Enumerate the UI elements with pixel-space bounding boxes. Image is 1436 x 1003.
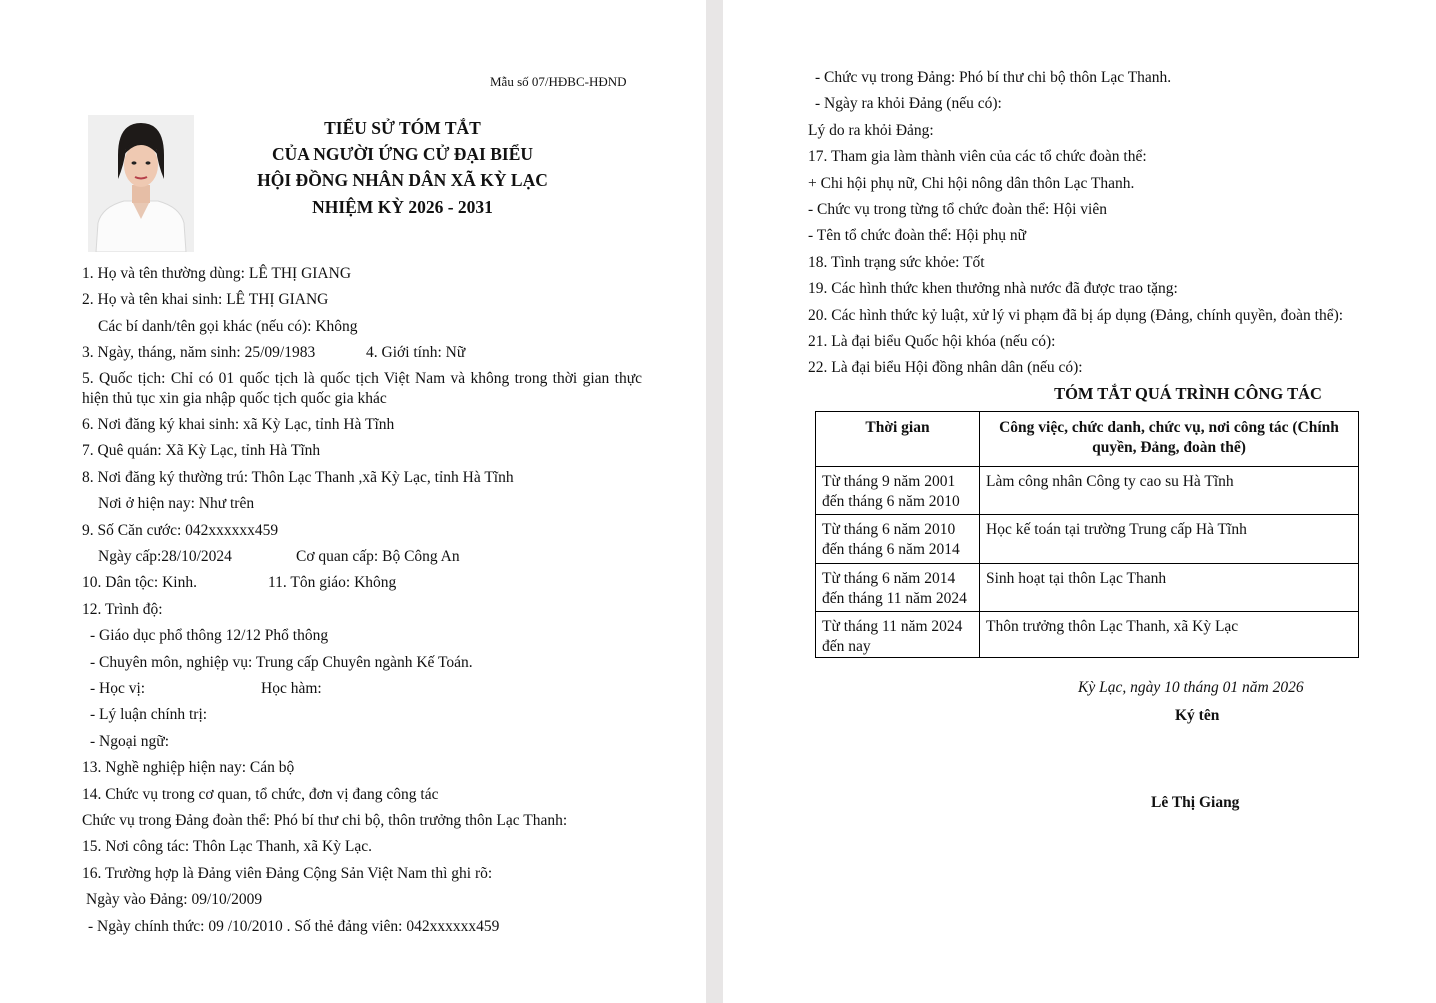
- cell-work: Sinh hoạt tại thôn Lạc Thanh: [980, 564, 1359, 612]
- political-theory: - Lý luận chính trị:: [90, 706, 208, 723]
- document-title-line-2: CỦA NGƯỜI ỨNG CỬ ĐẠI BIỂU: [271, 144, 534, 164]
- signature-label: Ký tên: [1175, 707, 1220, 724]
- disciplinary-actions: 20. Các hình thức kỷ luật, xử lý vi phạm đã bị áp dụng (Đảng, chính quyền, đoàn thể):: [808, 307, 1344, 324]
- document-title-line-4: NHIỆM KỲ 2026 - 2031: [312, 197, 493, 217]
- work-history-table: [815, 411, 1359, 658]
- education-heading: 12. Trình độ:: [82, 601, 163, 618]
- date-of-birth: 3. Ngày, tháng, năm sinh: 25/09/1983: [82, 344, 316, 361]
- document-page-left: [0, 0, 706, 1003]
- document-title-line-3: HỘI ĐỒNG NHÂN DÂN XÃ KỲ LẠC: [257, 170, 548, 190]
- cell-work: Thôn trưởng thôn Lạc Thanh, xã Kỳ Lạc: [980, 612, 1359, 658]
- academic-title: Học hàm:: [261, 680, 322, 697]
- cell-time: Từ tháng 6 năm 2014 đến tháng 11 năm 2024: [816, 564, 980, 612]
- table-row: [816, 467, 1359, 515]
- organizations-list: + Chi hội phụ nữ, Chi hội nông dân thôn Lạc Thanh.: [808, 175, 1135, 192]
- header-work: Công việc, chức danh, chức vụ, nơi công tác (Chính quyền, Đảng, đoàn thể): [980, 412, 1359, 467]
- general-education: - Giáo dục phổ thông 12/12 Phổ thông: [90, 627, 329, 644]
- party-member-heading: 16. Trường hợp là Đảng viên Đảng Cộng Sản Việt Nam thì ghi rõ:: [82, 865, 493, 882]
- council-delegate: 22. Là đại biểu Hội đồng nhân dân (nếu có):: [808, 359, 1083, 376]
- aliases: Các bí danh/tên gọi khác (nếu có): Không: [98, 318, 358, 335]
- nationality: 5. Quốc tịch: Chỉ có 01 quốc tịch là quốc tịch Việt Nam và không trong thời gian thực hiện thủ tục xin gia nhập quốc tịch quốc gia khác: [82, 370, 642, 407]
- cell-work: Làm công nhân Công ty cao su Hà Tĩnh: [980, 467, 1359, 515]
- organization-position: - Chức vụ trong từng tổ chức đoàn thể: Hội viên: [808, 201, 1107, 218]
- organization-name: - Tên tổ chức đoàn thể: Hội phụ nữ: [808, 227, 1026, 244]
- signer-name: Lê Thị Giang: [1151, 794, 1240, 811]
- cell-work: Học kế toán tại trường Trung cấp Hà Tĩnh: [980, 515, 1359, 564]
- work-history-title: TÓM TẮT QUÁ TRÌNH CÔNG TÁC: [1054, 384, 1322, 403]
- health-status: 18. Tình trạng sức khỏe: Tốt: [808, 254, 985, 271]
- portrait-image: [88, 115, 194, 252]
- form-number: Mẫu số 07/HĐBC-HĐND: [490, 74, 627, 89]
- cell-time: Từ tháng 9 năm 2001 đến tháng 6 năm 2010: [816, 467, 980, 515]
- party-leave-reason: Lý do ra khỏi Đảng:: [808, 122, 934, 139]
- cell-time: Từ tháng 11 năm 2024 đến nay: [816, 612, 980, 658]
- organizations-heading: 17. Tham gia làm thành viên của các tổ chức đoàn thể:: [808, 148, 1147, 165]
- party-role: - Chức vụ trong Đảng: Phó bí thư chi bộ thôn Lạc Thanh.: [815, 69, 1172, 86]
- occupation: 13. Nghề nghiệp hiện nay: Cán bộ: [82, 759, 295, 776]
- table-row: [816, 564, 1359, 612]
- awards: 19. Các hình thức khen thưởng nhà nước đã được trao tặng:: [808, 280, 1178, 297]
- birth-name: 2. Họ và tên khai sinh: LÊ THỊ GIANG: [82, 291, 329, 308]
- document-page-right: [723, 0, 1436, 1003]
- id-issuing-authority: Cơ quan cấp: Bộ Công An: [296, 548, 460, 565]
- birth-registration-place: 6. Nơi đăng ký khai sinh: xã Kỳ Lạc, tỉnh Hà Tĩnh: [82, 416, 395, 433]
- professional-qualification: - Chuyên môn, nghiệp vụ: Trung cấp Chuyên ngành Kế Toán.: [90, 654, 473, 671]
- document-title-line-1: TIỂU SỬ TÓM TẮT: [324, 118, 481, 138]
- foreign-language: - Ngoại ngữ:: [90, 733, 169, 750]
- signature-place-date: Kỳ Lạc, ngày 10 tháng 01 năm 2026: [1078, 679, 1304, 696]
- table-header-row: [816, 412, 1359, 467]
- workplace: 15. Nơi công tác: Thôn Lạc Thanh, xã Kỳ Lạc.: [82, 838, 372, 855]
- current-residence: Nơi ở hiện nay: Như trên: [98, 495, 255, 512]
- hometown: 7. Quê quán: Xã Kỳ Lạc, tỉnh Hà Tĩnh: [82, 442, 321, 459]
- national-assembly-delegate: 21. Là đại biểu Quốc hội khóa (nếu có):: [808, 333, 1056, 350]
- table-row: [816, 612, 1359, 658]
- portrait-photo: [88, 115, 194, 252]
- party-official-date: - Ngày chính thức: 09 /10/2010 . Số thẻ đảng viên: 042xxxxxx459: [88, 918, 500, 935]
- party-leave-date: - Ngày ra khỏi Đảng (nếu có):: [815, 95, 1002, 112]
- academic-degree: - Học vị:: [90, 680, 146, 697]
- header-time: Thời gian: [816, 412, 980, 467]
- gender: 4. Giới tính: Nữ: [366, 344, 466, 361]
- position-heading: 14. Chức vụ trong cơ quan, tổ chức, đơn vị đang công tác: [82, 786, 439, 803]
- party-join-date: Ngày vào Đảng: 09/10/2009: [86, 891, 263, 908]
- id-issue-date: Ngày cấp:28/10/2024: [98, 548, 232, 565]
- ethnicity: 10. Dân tộc: Kinh.: [82, 574, 197, 591]
- party-position: Chức vụ trong Đảng đoàn thể: Phó bí thư chi bộ, thôn trưởng thôn Lạc Thanh:: [82, 812, 568, 829]
- common-name: 1. Họ và tên thường dùng: LÊ THỊ GIANG: [82, 265, 352, 282]
- table-row: [816, 515, 1359, 564]
- citizen-id: 9. Số Căn cước: 042xxxxxx459: [82, 522, 279, 539]
- cell-time: Từ tháng 6 năm 2010 đến tháng 6 năm 2014: [816, 515, 980, 564]
- religion: 11. Tôn giáo: Không: [268, 574, 397, 591]
- permanent-residence: 8. Nơi đăng ký thường trú: Thôn Lạc Thanh ,xã Kỳ Lạc, tỉnh Hà Tĩnh: [82, 469, 514, 486]
